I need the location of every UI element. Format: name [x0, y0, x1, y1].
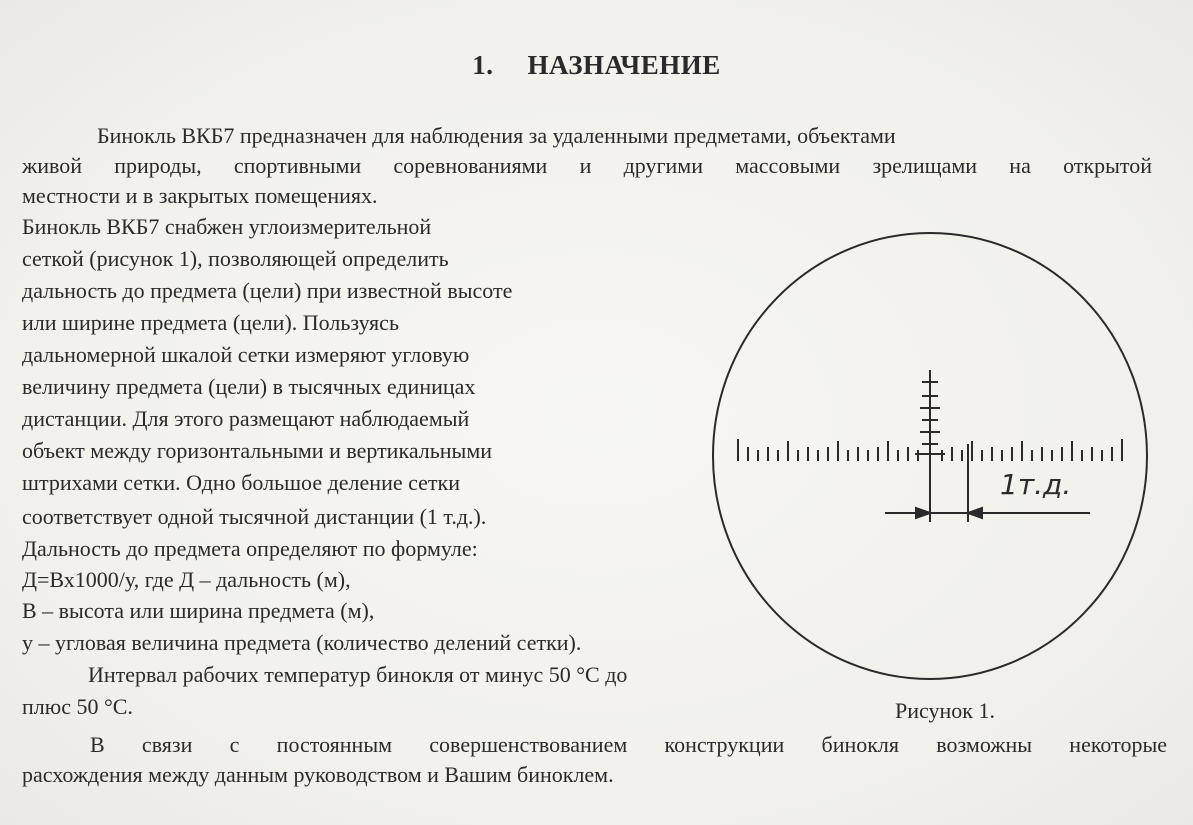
temperature-line-2: плюс 50 °С. — [22, 694, 133, 719]
reticle-line: дальность до предмета (цели) при известной высоте — [22, 278, 513, 303]
reticle-line: штрихами сетки. Одно большое деление сетки — [22, 470, 460, 495]
section-heading — [0, 50, 1193, 81]
reticle-line: дистанции. Для этого размещают наблюдаемый — [22, 406, 470, 431]
vertical-scale — [915, 370, 945, 522]
intro-line-2: живой природы, спортивными соревнованиями и другими массовыми зрелищами на открытой — [22, 153, 1152, 178]
reticle-line: соответствует одной тысячной дистанции (1 т.д.). — [22, 504, 487, 529]
reticle-line: объект между горизонтальными и вертикальными — [22, 438, 493, 463]
horizontal-scale-left — [738, 439, 918, 461]
figure-caption: Рисунок 1. — [895, 698, 995, 723]
reticle-line: величину предмета (цели) в тысячных единицах — [22, 374, 476, 399]
section-title: НАЗНАЧЕНИЕ — [527, 50, 721, 80]
figure-label: 1т.д. — [1000, 468, 1072, 501]
section-number: 1. — [472, 50, 494, 80]
reticle-figure — [710, 232, 1160, 692]
formula-line: у – угловая величина предмета (количество делений сетки). — [22, 630, 582, 655]
disclaimer-line-1: В связи с постоянным совершенствованием конструкции бинокля возможны некоторые — [90, 732, 1167, 757]
formula-line: Д=Вх1000/у, где Д – дальность (м), — [22, 567, 351, 592]
intro-line-1: Бинокль ВКБ7 предназначен для наблюдения за удаленными предметами, объектами — [97, 123, 896, 148]
temperature-line-1: Интервал рабочих температур бинокля от минус 50 °С до — [88, 662, 628, 687]
formula-line: В – высота или ширина предмета (м), — [22, 598, 375, 623]
reticle-line: Бинокль ВКБ7 снабжен углоизмерительной — [22, 214, 432, 239]
reticle-line: дальномерной шкалой сетки измеряют угловую — [22, 342, 470, 367]
intro-line-3: местности и в закрытых помещениях. — [22, 183, 378, 208]
reticle-line: Дальность до предмета определяют по формуле: — [22, 536, 478, 561]
disclaimer-line-2: расхождения между данным руководством и Вашим биноклем. — [22, 762, 614, 787]
reticle-line: или ширине предмета (цели). Пользуясь — [22, 310, 399, 335]
reticle-line: сеткой (рисунок 1), позволяющей определить — [22, 246, 449, 271]
